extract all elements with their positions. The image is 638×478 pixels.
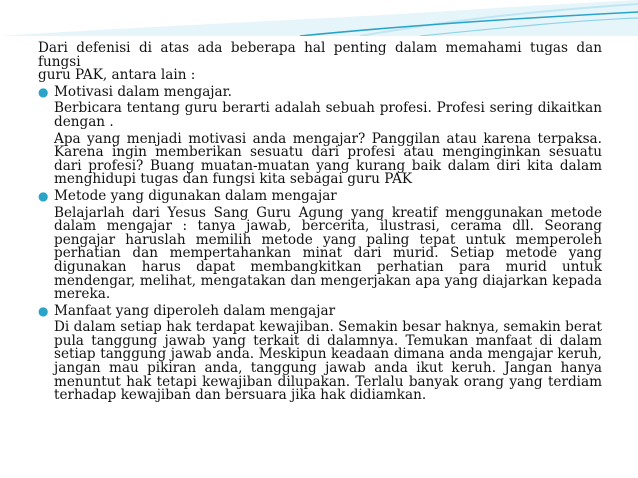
intro-line-1: Dari defenisi di atas ada beberapa hal penting dalam memahami tugas dan fungsi xyxy=(38,40,602,70)
paragraph: Di dalam setiap hak terdapat kewajiban. Semakin besar haknya, semakin berat pula tanggung jawab yang terkait di dalamnya. Temukan manfaat di dalam setiap tanggung jawab anda. Meskipun keadaan dimana anda mengajar keruh, jangan mau pikiran anda, tanggung jawab anda ikut keruh. Jangan hanya menuntut hak tetapi kewajiban dilupakan. Terlalu banyak orang yang terdiam terhadap kewajiban dan bersuara jika hak didiamkan. xyxy=(54,319,602,404)
bullet-icon: ● xyxy=(38,188,49,203)
bullet-title: Manfaat yang diperoleh dalam mengajar xyxy=(54,302,336,319)
decorative-curves xyxy=(0,0,638,36)
bullet-item-motivasi xyxy=(38,83,602,100)
bullet-title: Metode yang digunakan dalam mengajar xyxy=(54,187,337,204)
bullet-item-metode xyxy=(38,187,602,204)
intro-line-2: guru PAK, antara lain : xyxy=(38,67,196,84)
bullet-title: Motivasi dalam mengajar. xyxy=(54,83,232,100)
bullet-icon: ● xyxy=(38,303,49,318)
paragraph: Berbicara tentang guru berarti adalah sebuah profesi. Profesi sering dikaitkan dengan . xyxy=(54,100,602,130)
bullet-item-manfaat xyxy=(38,302,602,319)
paragraph: Apa yang menjadi motivasi anda mengajar? Panggilan atau karena terpaksa. Karena ingin memberikan sesuatu dari profesi atau menginginkan sesuatu dari profesi? Buang muatan-muatan yang kurang baik dalam diri kita dalam menghidupi tugas dan fungsi kita sebagai guru PAK xyxy=(54,130,602,188)
paragraph: Belajarlah dari Yesus Sang Guru Agung yang kreatif menggunakan metode dalam mengajar : tanya jawab, bercerita, ilustrasi, cerama dll. Seorang pengajar haruslah memilih metode yang paling tepat untuk memperoleh perhatian dan mempertahankan minat dari murid. Setiap metode yang digunakan harus dapat membangkitkan perhatian para murid untuk mendengar, melihat, mengatakan dan mengerjakan apa yang diajarkan kepada mereka. xyxy=(54,204,602,303)
slide-body xyxy=(38,42,602,403)
bullet-icon: ● xyxy=(38,84,49,99)
